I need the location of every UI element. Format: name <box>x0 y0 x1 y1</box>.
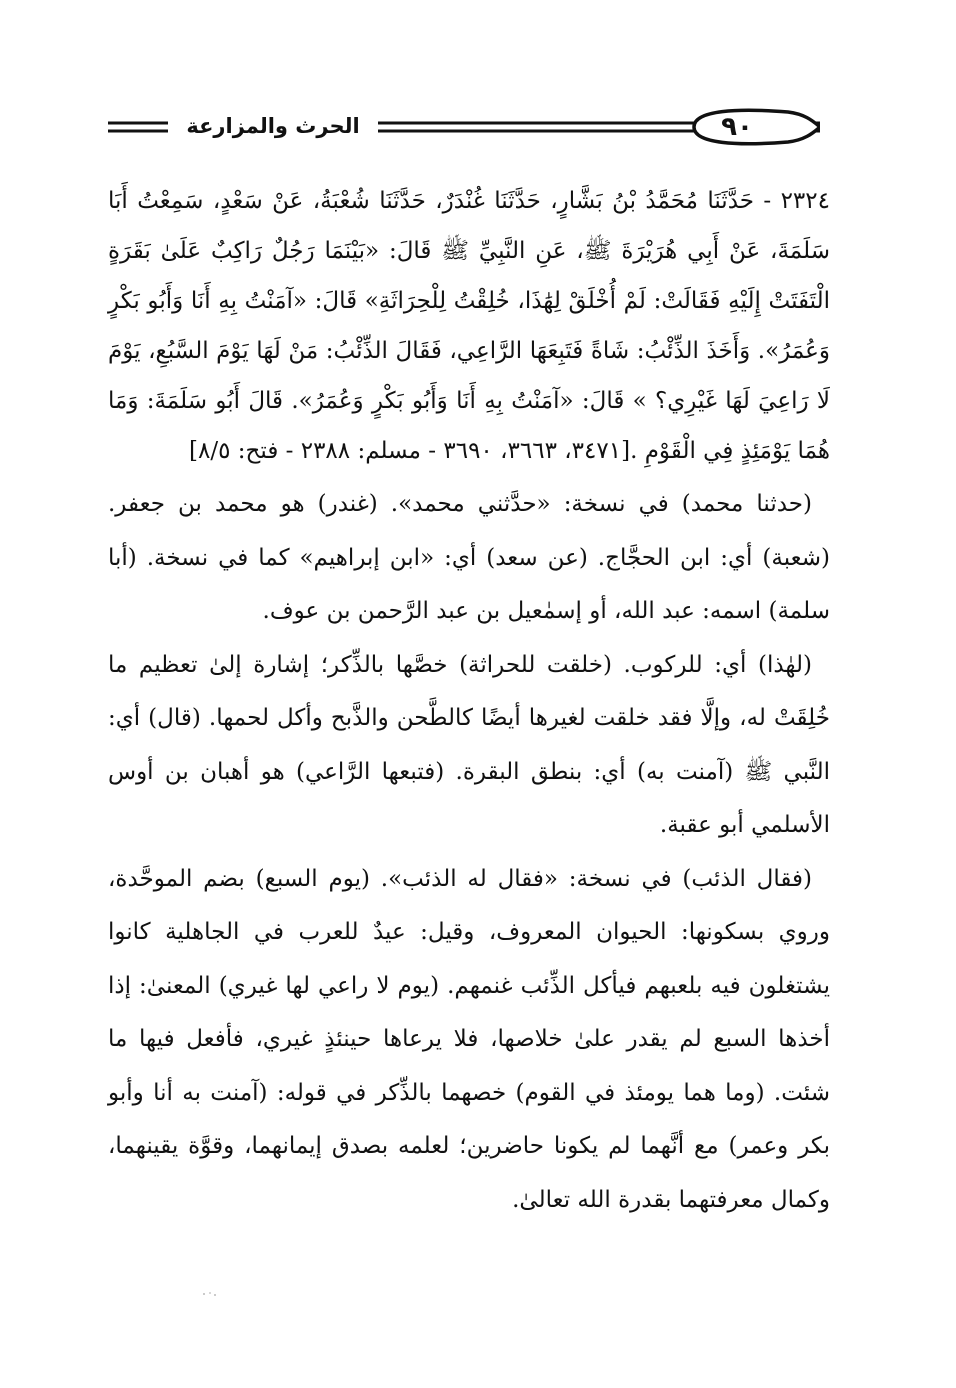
scan-speck <box>200 1290 220 1298</box>
page-body <box>108 176 830 1227</box>
commentary-paragraph: (حدثنا محمد) في نسخة: «حدَّثني محمد». (غندر) هو محمد بن جعفر. (شعبة) أي: ابن الحجَّاج. (عن سعد) أي: «ابن إبراهيم» كما في نسخة. (أبا سلمة) اسمه: عبد الله، أو إسمٰعيل بن عبد الرَّحمن بن عوف. <box>108 491 830 624</box>
commentary-paragraph: (لهٰذا) أي: للركوب. (خلقت للحراثة) خصَّها بالذِّكر؛ إشارة إلىٰ تعظيم ما خُلِقَتْ له، وإلَّا فقد خلقت لغيرها أيضًا كالطَّحن والذَّبح وأكل لحمها. (قال) أي: النَّبي ﷺ (آمنت به) أي: بنطق البقرة. (فتبعها الرَّاعي) هو أهبان بن أوس الأسلمي أبو عقبة. <box>108 651 830 838</box>
hadith-text: ٢٣٢٤ - حَدَّثَنَا مُحَمَّدُ بْنُ بَشَّارٍ، حَدَّثَنَا غُنْدَرٌ، حَدَّثَنَا شُعْبَةُ، عَنْ سَعْدٍ، سَمِعْتُ أَبَا سَلَمَةَ، عَنْ أَبِي هُرَيْرَةَ ﷺ، عَنِ النَّبِيِّ ﷺ قَالَ: «بَيْنَمَا رَجُلٌ رَاكِبٌ عَلَىٰ بَقَرَةٍ الْتَفَتَتْ إِلَيْهِ فَقَالَتْ: لَمْ أُخْلَقْ لِهَٰذَا، خُلِقْتُ لِلْحِرَاثَةِ» قَالَ: «آمَنْتُ بِهِ أَنَا وَأَبُو بَكْرٍ وَعُمَرُ». وَأَخَذَ الذِّئْبُ: شَاةً فَتَبِعَهَا الرَّاعِي، فَقَالَ الذِّئْبُ: مَنْ لَهَا يَوْمَ السَّبُعِ، يَوْمَ لَا رَاعِيَ لَهَا غَيْرِي؟ » قَالَ: «آمَنْتُ بِهِ أَنَا وَأَبُو بَكْرٍ وَعُمَرُ». قَالَ أَبُو سَلَمَةَ: وَمَا هُمَا يَوْمَئِذٍ فِي الْقَوْمِ .[٣٤٧١، ٣٦٦٣، ٣٦٩٠ - مسلم: ٢٣٨٨ - فتح: ٨/٥] <box>108 188 830 464</box>
running-title: الحرث والمزارعة <box>168 110 378 142</box>
commentary-paragraph: (فقال الذئب) في نسخة: «فقال له الذئب». (يوم السبع) بضم الموحَّدة، وروي بسكونها: الحيوان المعروف، وقيل: عيدٌ للعرب في الجاهلية كانوا يشتغلون فيه بلعبهم فيأكل الذِّئب غنمهم. (يوم لا راعي لها غيري) المعنىٰ: إذا أخذها السبع لم يقدر علىٰ خلاصها، فلا يرعاها حينئذٍ غيري، فأفعل فيها ما شئت. (وما هما يومئذ في القوم) خصهما بالذِّكر في قوله: (آمنت به أنا وأبو بكر وعمر) مع أنَّهما لم يكونا حاضرين؛ لعلمه بصدق إيمانهما، وقوَّة يقينهما، وكمال معرفتهما بقدرة الله تعالىٰ. <box>108 865 830 1213</box>
page-header <box>98 104 820 152</box>
page-number: ٩٠ <box>721 112 753 142</box>
